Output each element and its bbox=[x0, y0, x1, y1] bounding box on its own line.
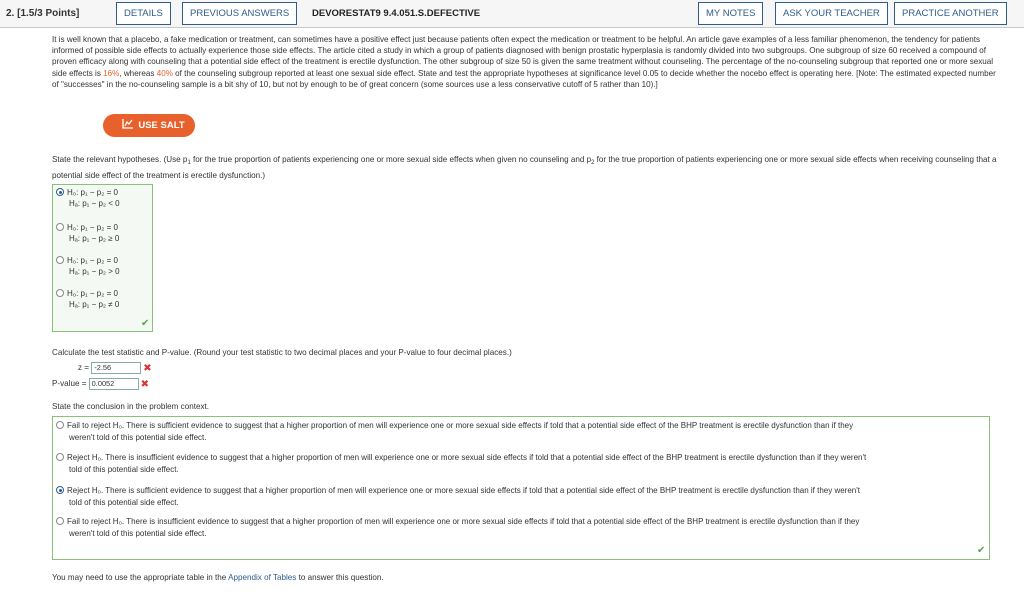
previous-answers-button[interactable]: PREVIOUS ANSWERS bbox=[182, 2, 297, 25]
radio-button[interactable] bbox=[56, 517, 64, 525]
hypothesis-option-1[interactable]: H₀: p₁ − p₂ = 0 Hₐ: p₁ − p₂ < 0 bbox=[56, 188, 151, 209]
my-notes-button[interactable]: MY NOTES bbox=[698, 2, 763, 25]
problem-text: It is well known that a placebo, a fake medication or treatment, can sometimes have a positive effect just because patients often expect the medication or treatment to be helpful. An article gave examples of a less familiar phenomenon, the tendency for patients informed of possible side effects to actually experience those side effects. The article cited a study in which a group of patients diagnosed with benign prostatic hyperplasia is randomly divided into two subgroups. One subgroup of size 60 received a compound of proven efficacy along with counseling that a potential side effect of the treatment is erectile dysfunction. The other subgroup of size 50 is given the same treatment without counseling. The percentage of the no-counseling subgroup that reported one or more sexual side effects is 16%, whereas 40% of the counseling subgroup reported at least one sexual side effect. State and test the appropriate hypotheses at significance level 0.05 to decide whether the nocebo effect is operating here. [Note: The estimated expected number of "successes" in the no-counseling sample is a bit shy of 10, but not by enough to be of great concern (some sources use a less conservative cutoff of 5 rather than 10).] bbox=[52, 35, 996, 89]
test-prompt: Calculate the test statistic and P-value. (Round your test statistic to two decimal places and your P-value to four decimal places.) bbox=[52, 348, 512, 357]
ask-teacher-button[interactable]: ASK YOUR TEACHER bbox=[775, 2, 888, 25]
radio-button[interactable] bbox=[56, 188, 64, 196]
incorrect-x-icon: ✖ bbox=[140, 378, 150, 390]
radio-button[interactable] bbox=[56, 289, 64, 297]
conclusion-prompt: State the conclusion in the problem context. bbox=[52, 402, 210, 411]
conclusion-option-1[interactable]: Fail to reject H₀. There is sufficient evidence to suggest that a higher proportion of men will experience one or more sexual side effects if told that a potential side effect of the BHP treatment is erectile dysfunction than if they weren't told of this potential side effect. bbox=[56, 420, 986, 444]
question-header bbox=[0, 0, 1024, 28]
conclusion-option-3[interactable]: Reject H₀. There is sufficient evidence to suggest that a higher proportion of men will experience one or more sexual side effects if told that a potential side effect of the BHP treatment is erectile dysfunction than if they weren't told of this potential side effect. bbox=[56, 485, 986, 509]
details-button[interactable]: DETAILS bbox=[116, 2, 171, 25]
z-row bbox=[78, 362, 152, 374]
correct-check-icon: ✔ bbox=[977, 545, 986, 556]
radio-button[interactable] bbox=[56, 256, 64, 264]
z-input[interactable]: -2.56 bbox=[91, 362, 141, 374]
problem-statement bbox=[52, 34, 1002, 90]
use-salt-button[interactable]: USE SALT bbox=[103, 114, 195, 137]
radio-button[interactable] bbox=[56, 486, 64, 494]
hypotheses-choices bbox=[52, 184, 153, 332]
appendix-link[interactable]: Appendix of Tables bbox=[228, 573, 297, 582]
practice-another-button[interactable]: PRACTICE ANOTHER bbox=[894, 2, 1007, 25]
chart-icon bbox=[122, 119, 134, 129]
hypotheses-prompt: State the relevant hypotheses. (Use $p_1$ for the true proportion of patients experiencing one or more sexual side effects when given no counseling and $p_2$ for the true proportion of patients experiencing one or more sexual side effects when receiving counseling that a potential side effect of the treatment is erectile dysfunction.) bbox=[52, 155, 997, 180]
conclusion-option-2[interactable]: Reject H₀. There is insufficient evidence to suggest that a higher proportion of men will experience one or more sexual side effects if told that a potential side effect of the BHP treatment is erectile dysfunction than if they weren't told of this potential side effect. bbox=[56, 452, 986, 476]
hypothesis-option-4[interactable]: H₀: p₁ − p₂ = 0 Hₐ: p₁ − p₂ ≠ 0 bbox=[56, 289, 151, 310]
hypothesis-option-2[interactable]: H₀: p₁ − p₂ = 0 Hₐ: p₁ − p₂ ≥ 0 bbox=[56, 223, 151, 244]
radio-button[interactable] bbox=[56, 453, 64, 461]
conclusion-choices bbox=[52, 416, 990, 560]
p-value-row bbox=[52, 378, 149, 390]
question-code: DEVORESTAT9 9.4.051.S.DEFECTIVE bbox=[312, 8, 481, 19]
conclusion-option-4[interactable]: Fail to reject H₀. There is insufficient evidence to suggest that a higher proportion of men will experience one or more sexual side effects if told that a potential side effect of the BHP treatment is erectile dysfunction than if they weren't told of this potential side effect. bbox=[56, 516, 986, 540]
z-label: z = bbox=[78, 363, 90, 373]
hypothesis-option-3[interactable]: H₀: p₁ − p₂ = 0 Hₐ: p₁ − p₂ > 0 bbox=[56, 256, 151, 277]
p-value-input[interactable]: 0.0052 bbox=[89, 378, 139, 390]
percent-no-counseling: 16% bbox=[103, 68, 120, 78]
p-value-label: P-value = bbox=[52, 379, 87, 389]
appendix-note: You may need to use the appropriate table in the Appendix of Tables to answer this question. bbox=[52, 573, 384, 582]
correct-check-icon: ✔ bbox=[141, 318, 150, 329]
radio-button[interactable] bbox=[56, 223, 64, 231]
incorrect-x-icon: ✖ bbox=[143, 362, 152, 374]
percent-counseling: 40% bbox=[156, 68, 173, 78]
question-number: 2. [1.5/3 Points] bbox=[6, 8, 80, 19]
radio-button[interactable] bbox=[56, 421, 64, 429]
